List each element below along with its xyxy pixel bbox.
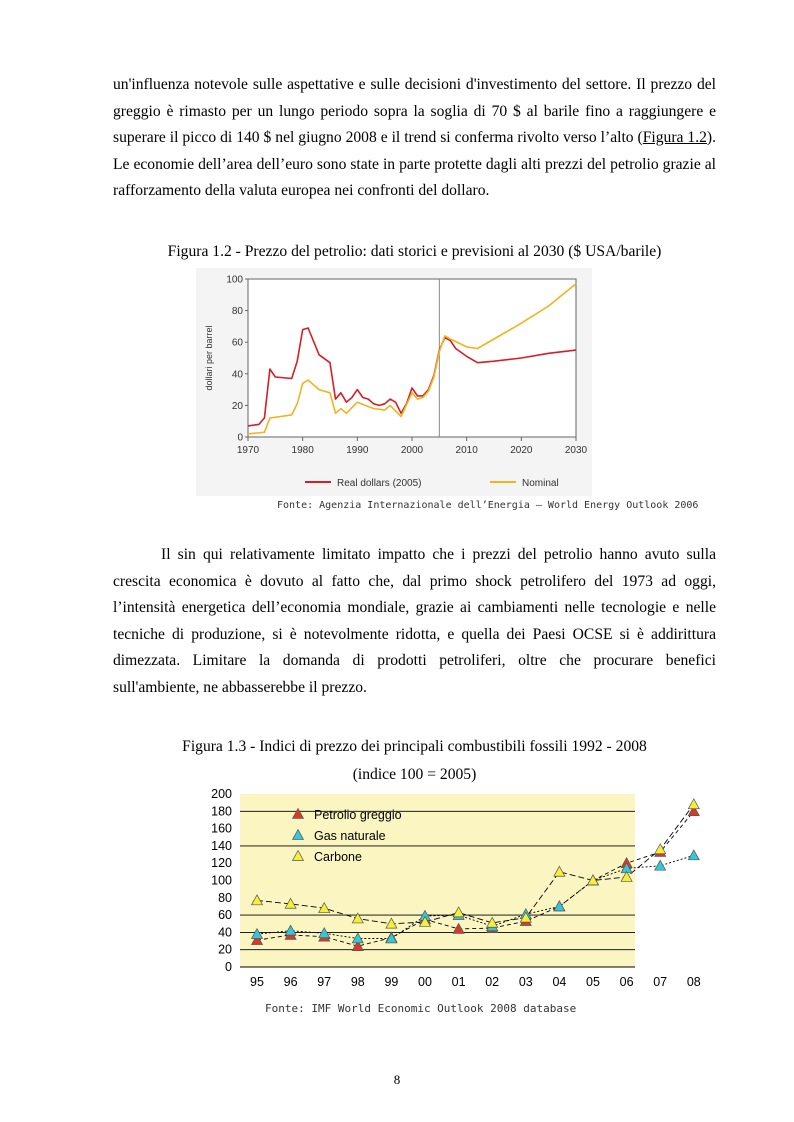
x-tick-label-05: 05	[586, 975, 600, 989]
paragraph-1-end: ). Le economie dell’area dell’euro sono state in parte protette dagli alti prezzi del petrolio grazie al rafforzamento della valuta europea nei confronti del dollaro.	[113, 129, 717, 199]
y-tick-label-20: 20	[218, 942, 232, 957]
legend-label-2: Carbone	[314, 850, 362, 864]
x-tick-label-06: 06	[619, 975, 634, 989]
x-tick-label-03: 03	[518, 975, 533, 989]
figure-1-3-caption: Figura 1.3 - Indici di prezzo dei principali combustibili fossili 1992 - 2008	[182, 738, 647, 755]
plot-background	[240, 794, 635, 967]
x-tick-label-2030: 2030	[564, 445, 588, 456]
point-1-08	[688, 850, 699, 860]
y-tick-label-0: 0	[237, 432, 243, 444]
figure-1-2-caption: Figura 1.2 - Prezzo del petrolio: dati storici e previsioni al 2030 ($ USA/barile)	[167, 243, 662, 260]
legend-label-0: Petrolio greggio	[314, 808, 402, 822]
legend-label-1: Nominal	[522, 478, 559, 489]
y-tick-label-40: 40	[231, 369, 243, 381]
paragraph-2-text: Il sin qui relativamente limitato impatto che i prezzi del petrolio hanno avuto sulla crescita economica è dovuto al fatto che, dal primo shock petrolifero del 1973 ad oggi, l’intensità energetica dell’economia mondiale, grazie ai cambiamenti nelle tecnologie e nelle tecniche di produzione, si è notevolmente ridotta, e quella dei Paesi OCSE si è addirittura dimezzata. Limitare la domanda di prodotti petroliferi, oltre che procurare benefici sull'ambiente, ne abbasserebbe il prezzo.	[113, 546, 716, 696]
point-2-07	[655, 844, 666, 854]
x-tick-label-95: 95	[250, 975, 264, 989]
x-tick-label-02: 02	[485, 975, 500, 989]
x-tick-label-01: 01	[451, 975, 466, 989]
legend-label-1: Gas naturale	[314, 829, 386, 843]
figure-1-3-source: Fonte: IMF World Economic Outlook 2008 database	[265, 1002, 577, 1015]
figure-1-2-source: Fonte: Agenzia Internazionale dell’Energia – World Energy Outlook 2006	[277, 500, 699, 511]
x-tick-label-04: 04	[552, 975, 567, 989]
x-tick-label-97: 97	[317, 975, 332, 989]
y-tick-label-60: 60	[218, 908, 232, 923]
x-tick-label-2000: 2000	[400, 445, 424, 456]
x-tick-label-2020: 2020	[510, 445, 533, 456]
y-tick-label-120: 120	[211, 856, 232, 871]
y-tick-label-180: 180	[211, 804, 232, 819]
y-tick-label-140: 140	[211, 838, 232, 853]
y-tick-label-80: 80	[218, 890, 232, 905]
y-tick-label-20: 20	[231, 400, 243, 412]
x-tick-label-99: 99	[384, 975, 399, 989]
y-tick-label-0: 0	[225, 960, 232, 974]
point-1-07	[655, 860, 666, 870]
x-tick-label-08: 08	[686, 975, 701, 989]
x-tick-label-98: 98	[350, 975, 365, 989]
x-tick-label-1980: 1980	[291, 445, 314, 456]
legend-label-0: Real dollars (2005)	[337, 478, 422, 489]
x-tick-label-00: 00	[418, 975, 432, 989]
x-tick-label-1970: 1970	[236, 445, 260, 456]
y-tick-label-100: 100	[211, 873, 232, 888]
figure-1-2-link[interactable]: Figura 1.2	[642, 129, 707, 146]
fuel-price-index-chart	[0, 788, 794, 1003]
y-tick-label-40: 40	[218, 925, 232, 940]
y-tick-label-100: 100	[226, 274, 243, 286]
y-tick-label-80: 80	[231, 306, 243, 318]
paragraph-1	[113, 72, 716, 205]
point-2-08	[688, 799, 699, 809]
y-axis-label: dollari per barrel	[204, 325, 214, 391]
y-tick-label-160: 160	[211, 821, 232, 836]
x-tick-label-96: 96	[283, 975, 298, 989]
x-tick-label-07: 07	[653, 975, 668, 989]
oil-price-chart	[0, 268, 794, 528]
paragraph-2	[113, 542, 716, 701]
figure-1-3-subtitle: (indice 100 = 2005)	[352, 766, 477, 783]
y-tick-label-60: 60	[231, 337, 243, 349]
x-tick-label-2010: 2010	[455, 445, 478, 456]
page-number: 8	[393, 1072, 401, 1087]
x-tick-label-1990: 1990	[346, 445, 369, 456]
y-tick-label-200: 200	[211, 788, 232, 801]
paragraph-1-text: un'influenza notevole sulle aspettative e sulle decisioni d'investimento del settore. Il prezzo del greggio è rimasto per un lungo periodo sopra la soglia di 70 $ al barile fino a raggiungere e superare il picco di 140 $ nel giugno 2008 e il trend si conferma rivolto verso l’alto (	[113, 76, 716, 146]
